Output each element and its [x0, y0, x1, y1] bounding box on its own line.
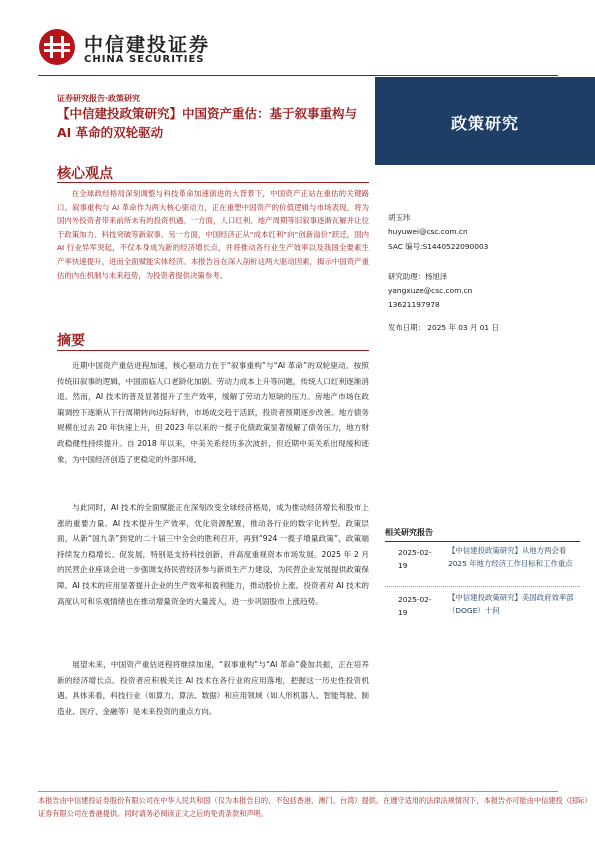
summary-divider	[57, 350, 369, 351]
summary-heading: 摘要	[57, 333, 85, 349]
publish-date: 发布日期： 2025 年 03 月 01 日	[388, 323, 499, 332]
header-divider	[38, 75, 558, 76]
core-view-text: 在全球政经格局深刻调整与科技革命加速演进的大背景下，中国资产正站在重估的关键路口。叙事重构与 AI 革命作为两大核心驱动力，正在重塑中国资产的价值逻辑与市场表现，将为国内外投资者带来前所未有的投资机遇。一方面，人口红利、地产周期等旧叙事逐渐瓦解并让位于政策加力、科技突破等新叙事。另一方面，中国经济正从“成本红利”向“创新溢价”跃迁，国内 AI 行业异军突起，不仅本身成为新的经济增长点，并将推动各行业生产效率以及我国全要素生产率快速提升，进而全面赋能实体经济。本报告旨在深入剖析这两大驱动因素，揭示中国资产重估的内在机制与未来趋势，为投资者提供决策参考。	[57, 189, 369, 280]
company-logo	[38, 28, 268, 72]
csc-logo-icon	[38, 28, 76, 66]
disclaimer-text: 本报告由中信建投证券股份有限公司在中华人民共和国（仅为本报告目的，不包括香港、澳门、台湾）提供。在遵守适用的法律法规情况下，本报告亦可能由中信建投（国际）证券有限公司在香港提供。同时请务必阅读正文之后的免责条款和声明。	[38, 796, 592, 818]
report-series: 证券研究报告·政策研究	[57, 94, 141, 103]
summary-paragraph: 近期中国资产重估进程加速，核心驱动力在于“叙事重构”与“AI 革命”的双轮驱动。按照传统旧叙事的逻辑，中国面临人口老龄化加剧、劳动力成本上升等问题，传统人口红利逐渐消退。然而，AI 技术的普及显著提升了生产效率，缓解了劳动力短缺的压力。房地产市场在政策调控下逐渐从下行周期转向边际好转，市场成交趋于活跃，投资者预期逐步改善。地方债务规模在过去 20 年快速上升，但 2023 年以来的一揽子化债政策显著缓解了债务压力，地方财政稳健性持续提升。自 2018 年以来，中美关系经历多次波折，但近期中美关系出现缓和迹象，为中国经济创造了更稳定的外部环境。	[57, 361, 370, 464]
core-view-divider	[57, 182, 369, 183]
analyst-sac-number: SAC 编号:S1440522090003	[388, 242, 489, 251]
category-banner	[375, 77, 595, 165]
assistant-email[interactable]: yangxuze@csc.com.cn	[388, 286, 473, 295]
core-view-heading: 核心观点	[57, 166, 113, 182]
related-reports-heading: 相关研究报告	[385, 527, 580, 542]
research-assistant: 研究助理：杨旭泽	[388, 272, 448, 281]
related-report-link[interactable]: 【中信建投政策研究】美国政府效率部（DOGE）十问	[448, 593, 574, 615]
summary-paragraph: 展望未来，中国资产重估进程将继续加速，“叙事重构”与“AI 革命”叠加共振，正在培养新的经济增长点。投资者应积极关注 AI 技术在各行业的应用落地，把握这一历史性投资机遇。具体来看，科技行业（如算力、算法、数据）和应用领域（如人形机器人、智能驾驶、制造业、医疗、金融等）是未来投资的重点方向。	[57, 660, 369, 716]
logo-chinese-text: 中信建投证券	[84, 34, 211, 56]
analyst-email[interactable]: huyuwei@csc.com.cn	[388, 227, 468, 236]
report-title: 【中信建投政策研究】中国资产重估：基于叙事重构与 AI 革命的双轮驱动	[57, 106, 358, 140]
summary-paragraph: 与此同时，AI 技术的全面赋能正在深刻改变全球经济格局，成为推动经济增长和股市上涨的重要力量。AI 技术提升生产效率，优化资源配置，推动各行业的数字化转型。政策层面，从新“国九条”到党的二十届三中全会的胜利召开，再到“924 一揽子增量政策”，政策端持续发力稳增长、促发展，特别是支持科技创新，并高度重视资本市场发展。2025 年 2 月的民营企业座谈会进一步强调支持民营经济参与新质生产力建设，为民营企业发展提供政策保障。AI 技术的应用显著提升企业的生产效率和盈利能力，推动股价上涨。投资者对 AI 技术的高度认可和乐观情绪也在推动增量资金的大量流入，进一步巩固股市上涨趋势。	[57, 503, 369, 606]
assistant-phone: 13621197978	[388, 300, 440, 309]
logo-english-text: CHINA SECURITIES	[84, 54, 205, 65]
related-report-date: 2025-02-19	[398, 595, 432, 617]
analyst-name: 胡玉玮	[388, 213, 411, 222]
related-divider	[385, 586, 580, 587]
related-report-date: 2025-02-19	[398, 548, 432, 570]
category-label: 政策研究	[450, 114, 519, 133]
related-report-link[interactable]: 【中信建投政策研究】从地方两会看 2025 年地方经济工作目标和工作重点	[448, 546, 573, 568]
footer-divider	[38, 791, 558, 792]
